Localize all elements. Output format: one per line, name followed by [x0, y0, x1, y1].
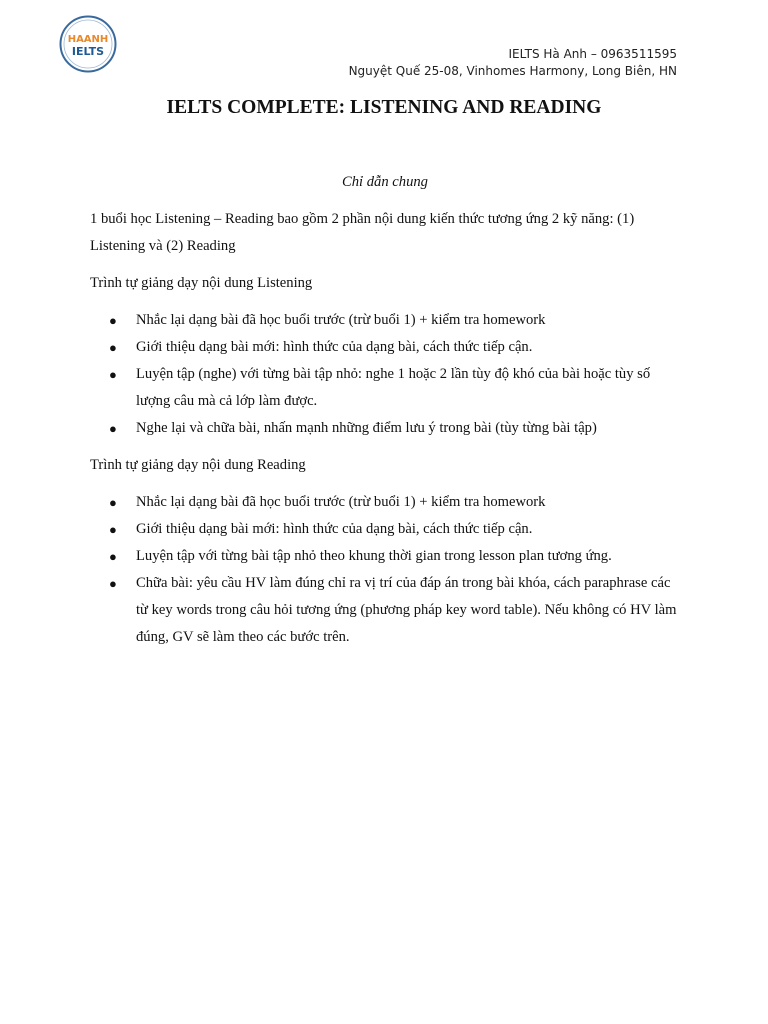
- document-title: IELTS COMPLETE: LISTENING AND READING: [166, 97, 602, 118]
- list-item: [90, 361, 680, 415]
- bullet-icon: ●: [109, 340, 117, 355]
- haanh-ielts-logo: [59, 15, 117, 73]
- document-subtitle: Chỉ dẫn chung: [342, 174, 428, 190]
- header-contact: [349, 46, 677, 80]
- bullet-icon: ●: [109, 421, 117, 436]
- list-item: [90, 489, 680, 516]
- list-item-text: Nghe lại và chữa bài, nhấn mạnh những điểm lưu ý trong bài (tùy từng bài tập): [136, 420, 597, 436]
- list-item: [90, 415, 680, 442]
- list-item: [90, 543, 680, 570]
- svg-text:HAANH: HAANH: [67, 34, 109, 45]
- contact-address-line: Nguyệt Quế 25-08, Vinhomes Harmony, Long Biên, HN: [348, 64, 677, 78]
- list-item-text: Luyện tập (nghe) với từng bài tập nhỏ: nghe 1 hoặc 2 lần tùy độ khó của bài hoặc tùy số lượng câu mà cả lớp làm được.: [136, 366, 651, 409]
- list-item: [90, 516, 680, 543]
- list-item-text: Giới thiệu dạng bài mới: hình thức của dạng bài, cách thức tiếp cận.: [136, 521, 533, 537]
- bullet-icon: ●: [109, 495, 117, 510]
- svg-text:IELTS: IELTS: [71, 45, 105, 58]
- bullet-icon: ●: [109, 522, 117, 537]
- list-item: [90, 334, 680, 361]
- reading-steps-list: [90, 489, 680, 651]
- list-item-text: Chữa bài: yêu cầu HV làm đúng chỉ ra vị trí của đáp án trong bài khóa, cách paraphrase các từ key words trong câu hỏi tương ứng (phương pháp key word table). Nếu không có HV làm đúng, GV sẽ làm theo các bước trên.: [136, 575, 677, 645]
- list-item: [90, 307, 680, 334]
- intro-paragraph: 1 buổi học Listening – Reading bao gồm 2 phần nội dung kiến thức tương ứng 2 kỹ năng: (1) Listening và (2) Reading: [90, 211, 635, 254]
- reading-heading: Trình tự giảng dạy nội dung Reading: [90, 457, 306, 473]
- listening-steps-list: [90, 307, 680, 442]
- list-item-text: Giới thiệu dạng bài mới: hình thức của dạng bài, cách thức tiếp cận.: [136, 339, 533, 355]
- document-body: [90, 169, 680, 661]
- list-item-text: Nhắc lại dạng bài đã học buổi trước (trừ buổi 1) + kiểm tra homework: [136, 312, 546, 328]
- bullet-icon: ●: [109, 576, 117, 591]
- list-item: [90, 570, 680, 651]
- listening-heading: Trình tự giảng dạy nội dung Listening: [90, 275, 313, 291]
- bullet-icon: ●: [109, 313, 117, 328]
- bullet-icon: ●: [109, 549, 117, 564]
- list-item-text: Nhắc lại dạng bài đã học buổi trước (trừ buổi 1) + kiểm tra homework: [136, 494, 546, 510]
- list-item-text: Luyện tập với từng bài tập nhỏ theo khung thời gian trong lesson plan tương ứng.: [136, 548, 612, 564]
- bullet-icon: ●: [109, 367, 117, 382]
- contact-phone-line: IELTS Hà Anh – 0963511595: [508, 47, 677, 61]
